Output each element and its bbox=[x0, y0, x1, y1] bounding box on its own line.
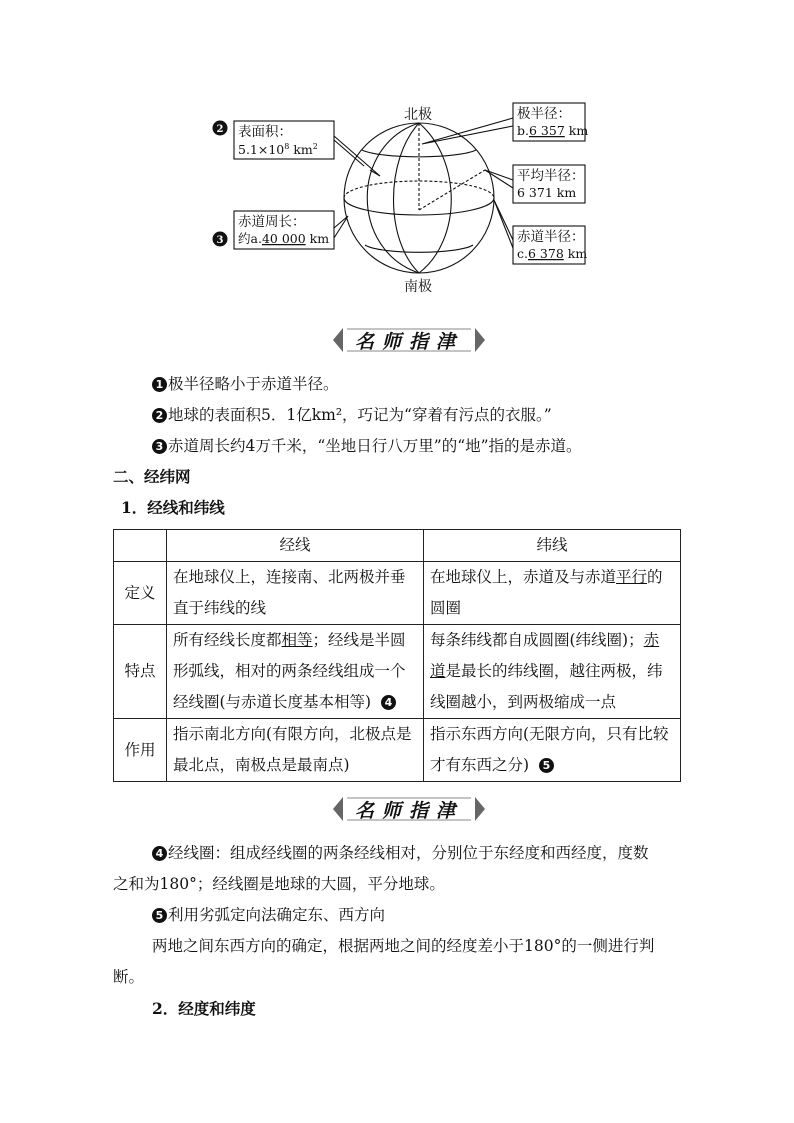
mean-radius-value: 6 371 km bbox=[517, 185, 577, 200]
banner-text: 名师指津 bbox=[354, 800, 463, 822]
row-label-usage: 作用 bbox=[114, 719, 167, 782]
cell-meridian-usage: 指示南北方向(有限方向，北极点是最北点，南极点是最南点) bbox=[167, 719, 424, 782]
cell-parallel-features: 每条纬线都自成圆圈(纬线圈)；赤道是最长的纬线圈，越往两极，纬线圈越小，到两极缩成一点 bbox=[424, 625, 681, 719]
equator-len-value: 约a.40 000 km bbox=[238, 231, 330, 246]
tips-banner-1 bbox=[333, 326, 485, 354]
tip-5: 5 利用劣弧定向法确定东、西方向 bbox=[152, 904, 385, 926]
meridian-parallel-table bbox=[113, 529, 681, 782]
tip-marker-5: 5 bbox=[152, 908, 167, 923]
south-pole-label: 南极 bbox=[404, 279, 432, 295]
globe-diagram bbox=[200, 100, 600, 300]
area-label: 表面积： bbox=[238, 124, 292, 140]
area-value: $5.1\times 10^8$ $km^2$ bbox=[238, 142, 318, 157]
tip-marker-2: 2 bbox=[152, 408, 167, 423]
north-pole-label: 北极 bbox=[404, 107, 432, 123]
col-header-parallel: 纬线 bbox=[424, 530, 681, 562]
equator-radius-value: c.6 378 km bbox=[517, 246, 588, 261]
cell-parallel-usage: 指示东西方向(无限方向，只有比较才有东西之分) 5 bbox=[424, 719, 681, 782]
banner-text: 名师指津 bbox=[354, 331, 463, 353]
mean-radius-label: 平均半径： bbox=[517, 168, 585, 184]
tip-marker-3: 3 bbox=[152, 439, 167, 454]
sub-heading-1: 1．经线和纬线 bbox=[121, 498, 225, 517]
table-row bbox=[114, 719, 681, 782]
tip-4-line2: 之和为180°；经线圈是地球的大圆，平分地球。 bbox=[113, 875, 445, 893]
col-header-meridian: 经线 bbox=[167, 530, 424, 562]
tip-marker-1: 1 bbox=[152, 377, 167, 392]
equator-len-label: 赤道周长： bbox=[238, 214, 306, 230]
polar-radius-value: b.6 357 km bbox=[517, 123, 589, 138]
meridian-right bbox=[419, 123, 451, 273]
table-marker-5: 5 bbox=[539, 758, 554, 773]
sub-heading-2: 2．经度和纬度 bbox=[152, 999, 256, 1018]
section-heading: 二、经纬网 bbox=[113, 467, 191, 486]
polar-radius-label: 极半径： bbox=[517, 106, 571, 122]
table-header-row bbox=[114, 530, 681, 562]
equator-radius-label: 赤道半径： bbox=[517, 229, 585, 245]
marker-2: 2 bbox=[216, 124, 224, 135]
tip-1: 1 极半径略小于赤道半径。 bbox=[152, 373, 339, 395]
table-row bbox=[114, 562, 681, 625]
table-row bbox=[114, 625, 681, 719]
cell-meridian-definition: 在地球仪上，连接南、北两极并垂直于纬线的线 bbox=[167, 562, 424, 625]
cell-parallel-definition: 在地球仪上，赤道及与赤道平行的圆圈 bbox=[424, 562, 681, 625]
tip-3: 3 赤道周长约4万千米，“坐地日行八万里”的“地”指的是赤道。 bbox=[152, 435, 582, 457]
row-label-definition: 定义 bbox=[114, 562, 167, 625]
marker-3: 3 bbox=[216, 235, 224, 246]
table-marker-4: 4 bbox=[381, 695, 396, 710]
meridian-mid bbox=[394, 123, 420, 273]
cell-meridian-features: 所有经线长度都相等；经线是半圆形弧线，相对的两条经线组成一个经线圈(与赤道长度基本相等) 4 bbox=[167, 625, 424, 719]
tip-5-para-line2: 断。 bbox=[113, 968, 145, 986]
row-label-features: 特点 bbox=[114, 625, 167, 719]
tip-2: 2 地球的表面积5．1亿km²，巧记为“穿着有污点的衣服。” bbox=[152, 404, 552, 426]
tip-5-para-line1: 两地之间东西方向的确定，根据两地之间的经度差小于180°的一侧进行判 bbox=[152, 937, 655, 955]
tip-marker-4: 4 bbox=[152, 846, 167, 861]
tip-4-line1: 4 经线圈：组成经线圈的两条经线相对，分别位于东经度和西经度，度数 bbox=[152, 842, 649, 864]
mean-radius-line bbox=[419, 170, 485, 210]
parallel-lower bbox=[365, 245, 473, 252]
tips-banner-2 bbox=[333, 795, 485, 823]
